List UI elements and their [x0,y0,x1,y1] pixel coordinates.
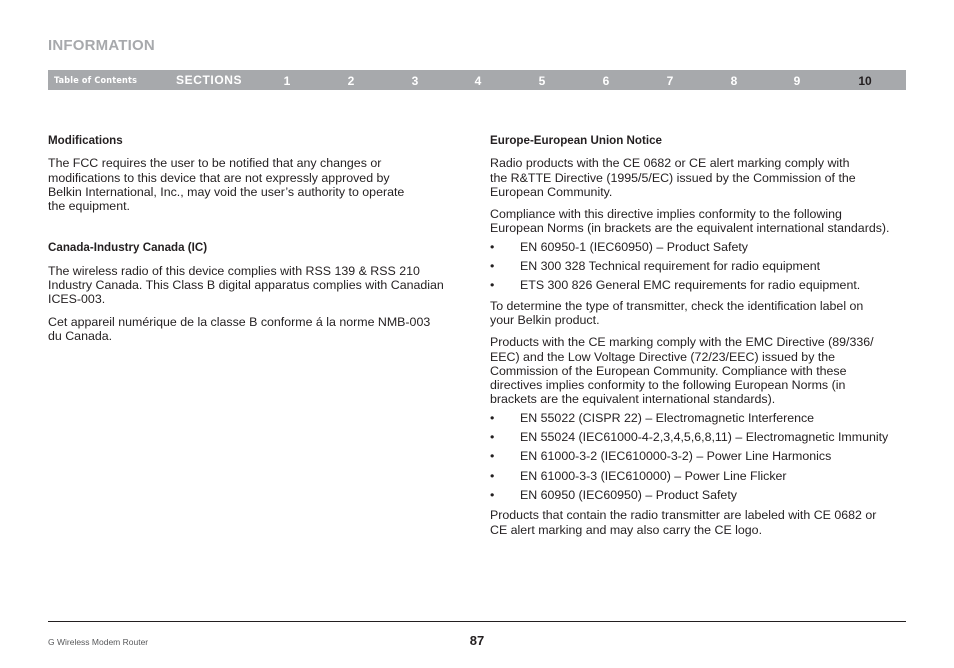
footer-product-name: G Wireless Modem Router [48,637,149,647]
bullet-icon: • [490,468,495,483]
eu-standards-list-1 [490,240,908,293]
canada-heading: Canada-Industry Canada (IC) [48,241,208,255]
page-number: 87 [469,633,485,648]
footer-divider [48,621,906,622]
section-nav-bar [48,70,906,90]
page-section-title: INFORMATION [48,37,155,54]
bullet-icon: • [490,259,495,274]
eu-paragraph-1: Radio products with the CE 0682 or CE alert marking comply with the R&TTE Directive (1995/5/EC) issued by the Commission of the European Community. [490,156,856,199]
eu-paragraph-4: Products with the CE marking comply with the EMC Directive (89/336/ EEC) and the Low Voltage Directive (72/23/EEC) issued by the Commission of the European Community. Compliance with these directives implies conformity to the following European Norms (in brackets are the equivalent international standards). [490,335,874,407]
bullet-icon: • [490,449,495,464]
section-link-6[interactable]: 6 [602,74,610,88]
bullet-icon: • [490,278,495,293]
section-link-2[interactable]: 2 [347,74,355,88]
list-item: • EN 61000-3-2 (IEC610000-3-2) – Power Line Harmonics [490,449,832,464]
bullet-icon: • [490,410,495,425]
left-column [48,134,473,351]
section-link-7[interactable]: 7 [666,74,674,88]
eu-paragraph-5: Products that contain the radio transmitter are labeled with CE 0682 or CE alert marking and may also carry the CE logo. [490,508,877,537]
section-link-10-active[interactable]: 10 [858,74,872,88]
table-of-contents-link[interactable]: Table of Contents [54,76,138,86]
list-item: • EN 60950 (IEC60950) – Product Safety [490,487,737,502]
bullet-icon: • [490,487,495,502]
section-link-4[interactable]: 4 [474,74,482,88]
section-link-8[interactable]: 8 [730,74,738,88]
list-item: • EN 55024 (IEC61000-4-2,3,4,5,6,8,11) – Electromagnetic Immunity [490,430,889,445]
section-link-5[interactable]: 5 [538,74,546,88]
right-column [490,134,908,545]
eu-paragraph-3: To determine the type of transmitter, check the identification label on your Belkin product. [490,298,864,327]
list-item: • EN 300 328 Technical requirement for radio equipment [490,259,821,274]
eu-notice-heading: Europe-European Union Notice [490,134,662,147]
section-link-1[interactable]: 1 [283,74,291,88]
list-item: • EN 60950-1 (IEC60950) – Product Safety [490,239,748,254]
list-item: • EN 55022 (CISPR 22) – Electromagnetic Interference [490,410,815,425]
bullet-icon: • [490,430,495,445]
bullet-icon: • [490,239,495,254]
canada-text-english: The wireless radio of this device complies with RSS 139 & RSS 210 Industry Canada. This Class B digital apparatus complies with Canadian ICES-003. [48,263,444,307]
eu-standards-list-2 [490,411,908,502]
section-link-9[interactable]: 9 [793,74,801,88]
canada-text-french: Cet appareil numérique de la classe B conforme á la norme NMB-003 du Canada. [48,314,431,343]
sections-label: SECTIONS [176,73,243,87]
eu-paragraph-2: Compliance with this directive implies conformity to the following European Norms (in brackets are the equivalent international standards). [490,207,890,236]
modifications-text: The FCC requires the user to be notified that any changes or modifications to this device that are not expressly approved by Belkin International, Inc., may void the user’s authority to operate the equipment. [48,156,405,214]
modifications-heading: Modifications [48,134,123,147]
list-item: • ETS 300 826 General EMC requirements for radio equipment. [490,278,861,293]
list-item: • EN 61000-3-3 (IEC610000) – Power Line Flicker [490,468,787,483]
section-link-3[interactable]: 3 [411,74,419,88]
